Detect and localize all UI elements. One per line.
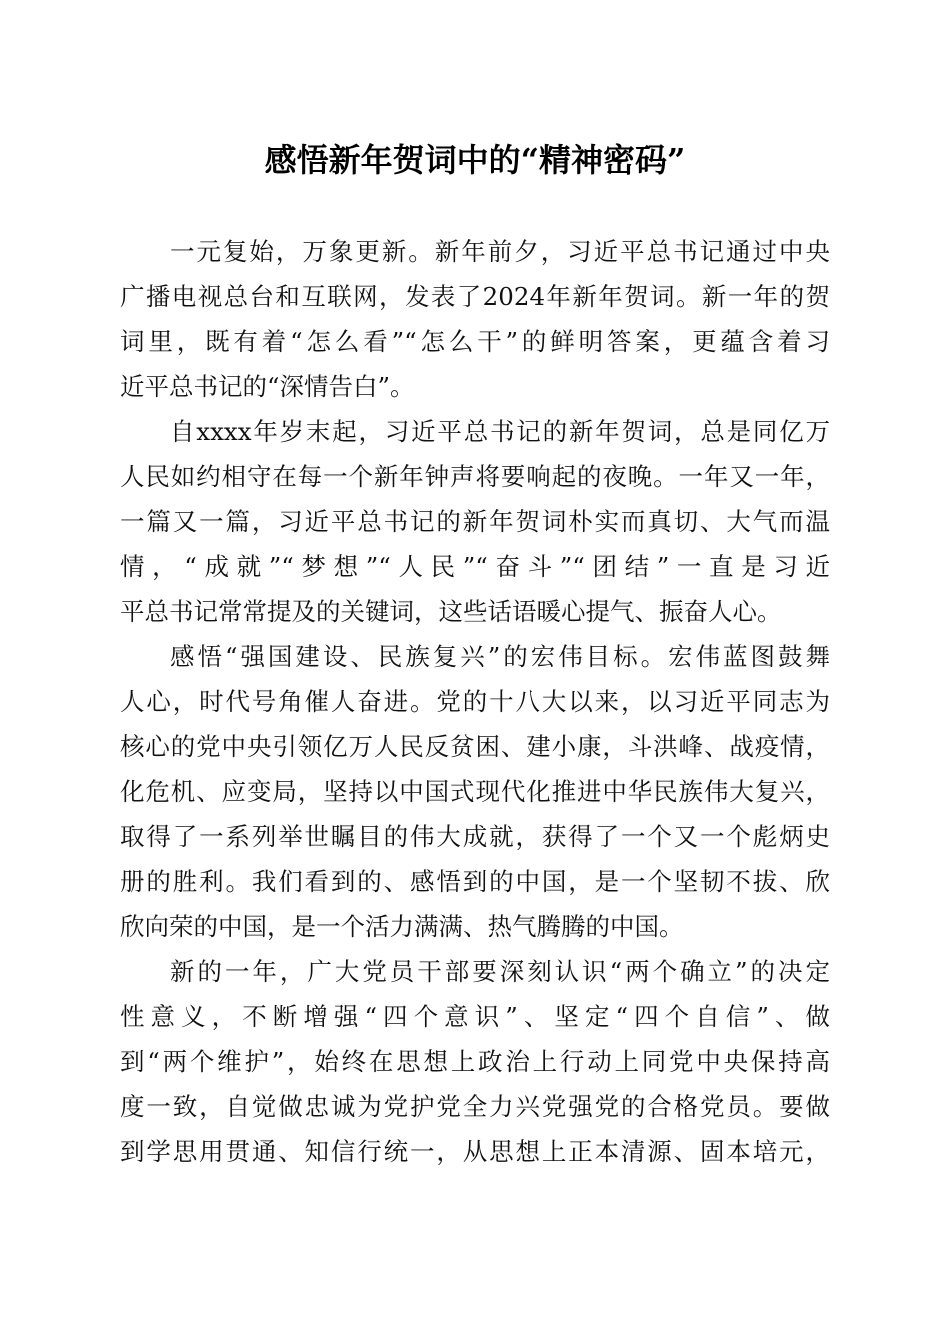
- paragraph-2-line-5: 平总书记常常提及的关键词，这些话语暖心提气、振奋人心。: [120, 597, 782, 626]
- paragraph-4-line-4: 度一致，自觉做忠诚为党护党全力兴党强党的合格党员。要做: [120, 1092, 830, 1121]
- paragraph-2-line-2: 人民如约相守在每一个新年钟声将要响起的夜晚。一年又一年，: [120, 462, 830, 491]
- paragraph-1-line-2: 广播电视总台和互联网，发表了2024年新年贺词。新一年的贺: [120, 282, 830, 311]
- paragraph-4-line-3: 到“两个维护”，始终在思想上政治上行动上同党中央保持高: [120, 1047, 830, 1076]
- paragraph-3-line-2: 人心，时代号角催人奋进。党的十八大以来，以习近平同志为: [120, 687, 830, 716]
- paragraph-3-line-6: 册的胜利。我们看到的、感悟到的中国，是一个坚韧不拔、欣: [120, 867, 830, 896]
- paragraph-1-line-1: 一元复始，万象更新。新年前夕，习近平总书记通过中央: [170, 237, 830, 266]
- paragraph-2-line-1: 自xxxx年岁末起，习近平总书记的新年贺词，总是同亿万: [170, 417, 830, 446]
- paragraph-4-line-2: 性意义，不断增强“四个意识”、坚定“四个自信”、做: [120, 1002, 830, 1031]
- paragraph-4-line-1: 新的一年，广大党员干部要深刻认识“两个确立”的决定: [170, 957, 830, 986]
- paragraph-4-line-5: 到学思用贯通、知信行统一，从思想上正本清源、固本培元，: [120, 1137, 830, 1166]
- paragraph-3-line-7: 欣向荣的中国，是一个活力满满、热气腾腾的中国。: [120, 912, 684, 941]
- paragraph-3-line-3: 核心的党中央引领亿万人民反贫困、建小康，斗洪峰、战疫情，: [120, 732, 830, 761]
- paragraph-1-line-3: 词里，既有着“怎么看”“怎么干”的鲜明答案，更蕴含着习: [120, 327, 830, 356]
- paragraph-1-line-4: 近平总书记的“深情告白”。: [120, 372, 415, 401]
- paragraph-2-line-4: 情，“成就”“梦想”“人民”“奋斗”“团结”一直是习近: [120, 552, 830, 581]
- paragraph-3-line-1: 感悟“强国建设、民族复兴”的宏伟目标。宏伟蓝图鼓舞: [170, 642, 830, 671]
- page-title: 感悟新年贺词中的“精神密码”: [264, 141, 686, 179]
- paragraph-3-line-5: 取得了一系列举世瞩目的伟大成就，获得了一个又一个彪炳史: [120, 822, 830, 851]
- paragraph-2-line-3: 一篇又一篇，习近平总书记的新年贺词朴实而真切、大气而温: [120, 507, 830, 536]
- paragraph-3-line-4: 化危机、应变局，坚持以中国式现代化推进中华民族伟大复兴，: [120, 777, 830, 806]
